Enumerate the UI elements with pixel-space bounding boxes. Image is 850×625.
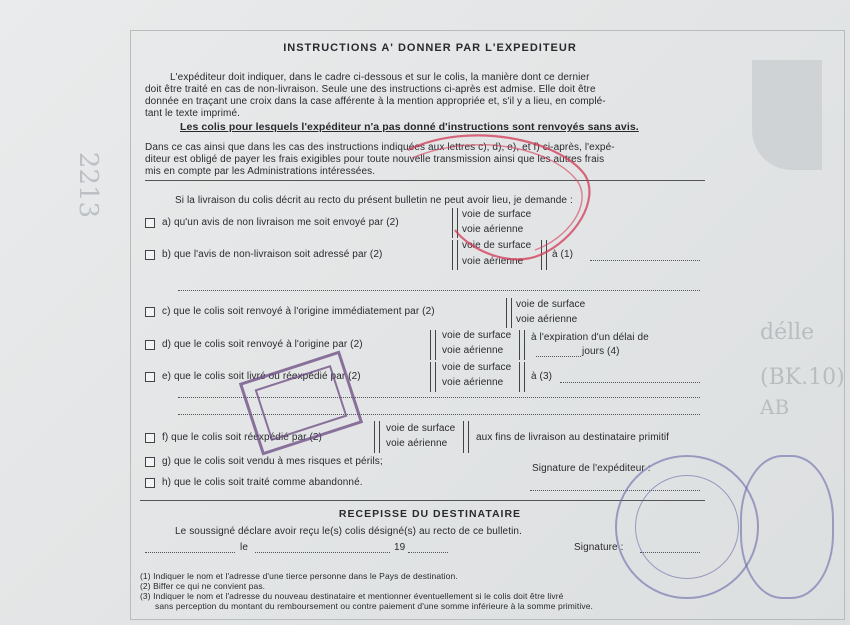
footnote-2: (2) Biffer ce qui ne convient pas. <box>140 581 266 591</box>
option-d-suffix-1: à l'expiration d'un délai de <box>531 332 649 343</box>
option-c-air: voie aérienne <box>516 314 578 325</box>
bleed-through-number: 2213 <box>73 151 104 219</box>
option-f-suffix: aux fins de livraison au destinataire primitif <box>476 432 670 443</box>
sender-signature-label: Signature de l'expéditeur : <box>532 463 651 474</box>
intro-p2-line-1: Dans ce cas ainsi que dans les cas des instructions indiquées aux lettres c), d), e), et f) ci-après, l'expé- <box>145 142 615 153</box>
footnote-3: (3) Indiquer le nom et l'adresse du nouveau destinataire et mentionner éventuellement si le colis doit être livré <box>140 591 564 601</box>
bleed-through-handwriting-3: AB <box>760 395 790 419</box>
option-f-label: f) que le colis soit réexpédié par (2) <box>162 432 322 443</box>
receipt-title: RECEPISSE DU DESTINATAIRE <box>338 508 522 520</box>
option-b-surface: voie de surface <box>462 240 532 251</box>
intro-p2-line-2: diteur est obligé de payer les frais exigibles pour toute nouvelle transmission ainsi que les autres frais <box>145 154 605 165</box>
option-e-label: e) que le colis soit livré ou réexpédié par (2) <box>162 371 361 382</box>
receipt-signature-label: Signature : <box>574 542 624 553</box>
option-c-label: c) que le colis soit renvoyé à l'origine immédiatement par (2) <box>162 306 435 317</box>
intro-warning: Les colis pour lesquels l'expéditeur n'a pas donné d'instructions sont renvoyés sans avis. <box>180 121 639 133</box>
option-d-label: d) que le colis soit renvoyé à l'origine par (2) <box>162 339 363 350</box>
option-h-label: h) que le colis soit traité comme abandonné. <box>162 477 363 488</box>
option-e-surface: voie de surface <box>442 362 512 373</box>
option-a-surface: voie de surface <box>462 209 532 220</box>
option-g-label: g) que le colis soit vendu à mes risques et périls; <box>162 456 383 467</box>
receipt-text: Le soussigné déclare avoir reçu le(s) colis désigné(s) au recto de ce bulletin. <box>175 526 522 537</box>
option-d-suffix-2: jours (4) <box>582 346 620 357</box>
intro-p2-line-3: mis en compte par les Administrations intéressées. <box>145 166 376 177</box>
option-a-air: voie aérienne <box>462 224 524 235</box>
page-title: INSTRUCTIONS A' DONNER PAR L'EXPEDITEUR <box>283 42 577 54</box>
option-b-label: b) que l'avis de non-livraison soit adressé par (2) <box>162 249 383 260</box>
demand-lead: Si la livraison du colis décrit au recto du présent bulletin ne peut avoir lieu, je demande : <box>175 195 573 206</box>
receipt-le-label: le <box>240 542 248 553</box>
footnote-1: (1) Indiquer le nom et l'adresse d'une tierce personne dans le Pays de destination. <box>140 571 458 581</box>
option-e-suffix: à (3) <box>531 371 553 382</box>
intro-line-4: tant le texte imprimé. <box>145 108 241 119</box>
intro-line-3: donnée en traçant une croix dans la case afférente à la mention appropriée et, s'il y a lieu, en complé- <box>145 96 606 107</box>
option-c-surface: voie de surface <box>516 299 586 310</box>
option-e-air: voie aérienne <box>442 377 504 388</box>
bleed-through-handwriting-2: (BK.10) <box>760 365 845 390</box>
intro-line-2: doit être traité en cas de non-livraison. Seule une des instructions ci-après est admise. Elle doit être <box>145 84 596 95</box>
option-d-air: voie aérienne <box>442 345 504 356</box>
option-b-air: voie aérienne <box>462 256 524 267</box>
option-f-air: voie aérienne <box>386 438 448 449</box>
intro-line-1: L'expéditeur doit indiquer, dans le cadre ci-dessous et sur le colis, la manière dont ce dernier <box>170 72 590 83</box>
footnote-3-cont: sans perception du montant du remboursement ou contre paiement d'une somme inférieure à la somme primitive. <box>155 601 594 611</box>
receipt-year-label: 19 <box>394 542 406 553</box>
option-f-surface: voie de surface <box>386 423 456 434</box>
option-b-suffix: à (1) <box>552 249 574 260</box>
option-a-label: a) qu'un avis de non livraison me soit envoyé par (2) <box>162 217 399 228</box>
option-d-surface: voie de surface <box>442 330 512 341</box>
bleed-through-handwriting: délle <box>760 320 815 345</box>
